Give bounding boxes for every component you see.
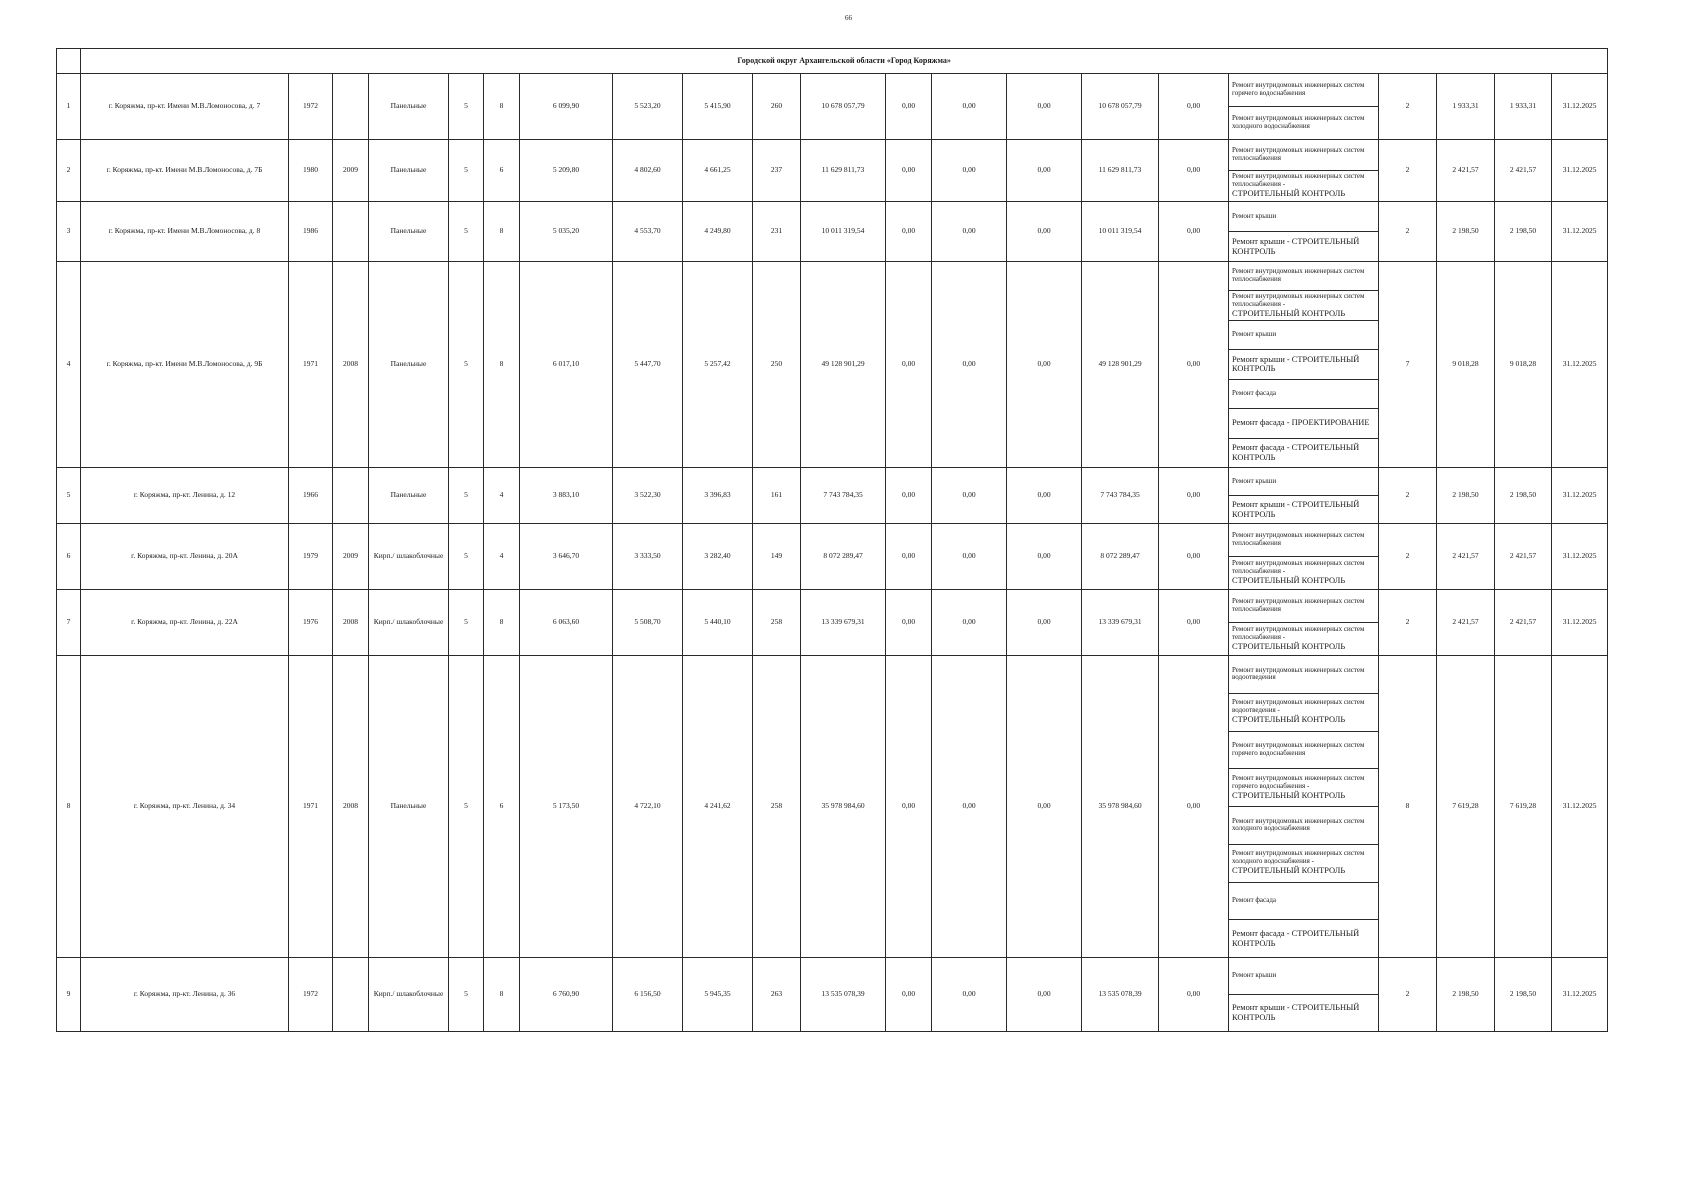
floors: 5 xyxy=(449,656,484,958)
table-row xyxy=(57,202,1608,262)
work-item-text: Ремонт крыши xyxy=(1232,476,1277,485)
work-item xyxy=(1229,590,1378,623)
total-area: 5 209,80 xyxy=(520,140,613,202)
total-area: 6 760,90 xyxy=(520,958,613,1032)
year-built: 1972 xyxy=(289,74,333,140)
row-number: 3 xyxy=(57,202,81,262)
total-cost: 13 339 679,31 xyxy=(801,590,886,656)
year-overhaul xyxy=(333,958,369,1032)
fund-owners: 7 743 784,35 xyxy=(1082,468,1159,524)
residents: 149 xyxy=(753,524,801,590)
fund-other: 0,00 xyxy=(1159,524,1229,590)
entrances: 8 xyxy=(484,202,520,262)
fund-local: 0,00 xyxy=(1007,958,1082,1032)
work-item xyxy=(1229,807,1378,845)
owned-area: 5 945,35 xyxy=(683,958,753,1032)
fund-owners: 13 535 078,39 xyxy=(1082,958,1159,1032)
work-item-control-text: Ремонт фасада - ПРОЕКТИРОВАНИЕ xyxy=(1232,418,1370,428)
residents: 260 xyxy=(753,74,801,140)
fund-other: 0,00 xyxy=(1159,202,1229,262)
fund-regional: 0,00 xyxy=(932,468,1007,524)
works-count: 2 xyxy=(1379,74,1437,140)
table-row xyxy=(57,262,1608,468)
address: г. Коряжма, пр-кт. Имени М.В.Ломоносова, д. 7Б xyxy=(81,140,289,202)
residential-area: 5 523,20 xyxy=(613,74,683,140)
work-item-control-text: СТРОИТЕЛЬНЫЙ КОНТРОЛЬ xyxy=(1232,790,1346,800)
works-list xyxy=(1229,202,1379,262)
year-built: 1976 xyxy=(289,590,333,656)
fund-regional: 0,00 xyxy=(932,74,1007,140)
fund-regional: 0,00 xyxy=(932,262,1007,468)
deadline: 31.12.2025 xyxy=(1552,262,1608,468)
table-row xyxy=(57,140,1608,202)
row-number: 2 xyxy=(57,140,81,202)
floors: 5 xyxy=(449,140,484,202)
total-cost: 8 072 289,47 xyxy=(801,524,886,590)
fund-regional: 0,00 xyxy=(932,524,1007,590)
table-row xyxy=(57,74,1608,140)
cost-per-m2: 2 198,50 xyxy=(1437,202,1495,262)
year-built: 1966 xyxy=(289,468,333,524)
capital-repair-table xyxy=(56,48,1608,1032)
year-built: 1972 xyxy=(289,958,333,1032)
work-item xyxy=(1229,321,1378,350)
works-list xyxy=(1229,524,1379,590)
owned-area: 5 415,90 xyxy=(683,74,753,140)
fund-other: 0,00 xyxy=(1159,590,1229,656)
residential-area: 3 522,30 xyxy=(613,468,683,524)
work-item-text: Ремонт крыши xyxy=(1232,211,1277,220)
fund-federal: 0,00 xyxy=(886,656,932,958)
work-item-control-text: Ремонт фасада - СТРОИТЕЛЬНЫЙ КОНТРОЛЬ xyxy=(1232,442,1360,462)
total-area: 5 173,50 xyxy=(520,656,613,958)
residents: 161 xyxy=(753,468,801,524)
total-cost: 10 011 319,54 xyxy=(801,202,886,262)
entrances: 6 xyxy=(484,140,520,202)
work-item-text: Ремонт внутридомовых инженерных систем холодного водоснабжения xyxy=(1232,114,1365,130)
work-item-text: Ремонт внутридомовых инженерных систем горячего водоснабжения xyxy=(1232,81,1365,97)
max-cost-per-m2: 2 421,57 xyxy=(1495,524,1552,590)
max-cost-per-m2: 9 018,28 xyxy=(1495,262,1552,468)
works-list xyxy=(1229,468,1379,524)
residential-area: 3 333,50 xyxy=(613,524,683,590)
fund-owners: 49 128 901,29 xyxy=(1082,262,1159,468)
fund-regional: 0,00 xyxy=(932,590,1007,656)
owned-area: 5 257,42 xyxy=(683,262,753,468)
fund-other: 0,00 xyxy=(1159,262,1229,468)
work-item-text: Ремонт внутридомовых инженерных систем горячего водоснабжения xyxy=(1232,741,1365,757)
year-built: 1980 xyxy=(289,140,333,202)
work-item xyxy=(1229,883,1378,921)
work-item xyxy=(1229,439,1378,467)
wall-material: Кирп./ шлакоблочные xyxy=(369,524,449,590)
works-list xyxy=(1229,74,1379,140)
work-item-text: Ремонт внутридомовых инженерных систем водоотведения - xyxy=(1232,698,1365,715)
cost-per-m2: 2 198,50 xyxy=(1437,958,1495,1032)
work-item xyxy=(1229,232,1378,261)
residents: 258 xyxy=(753,656,801,958)
owned-area: 3 282,40 xyxy=(683,524,753,590)
works-count: 8 xyxy=(1379,656,1437,958)
work-item-control-text: СТРОИТЕЛЬНЫЙ КОНТРОЛЬ xyxy=(1232,575,1346,585)
fund-local: 0,00 xyxy=(1007,262,1082,468)
cost-per-m2: 9 018,28 xyxy=(1437,262,1495,468)
work-item xyxy=(1229,845,1378,883)
total-cost: 49 128 901,29 xyxy=(801,262,886,468)
owned-area: 4 241,62 xyxy=(683,656,753,958)
fund-federal: 0,00 xyxy=(886,262,932,468)
floors: 5 xyxy=(449,202,484,262)
fund-local: 0,00 xyxy=(1007,524,1082,590)
wall-material: Панельные xyxy=(369,202,449,262)
deadline: 31.12.2025 xyxy=(1552,140,1608,202)
fund-local: 0,00 xyxy=(1007,468,1082,524)
floors: 5 xyxy=(449,958,484,1032)
page-number: 66 xyxy=(845,14,852,22)
fund-federal: 0,00 xyxy=(886,74,932,140)
works-list xyxy=(1229,656,1379,958)
fund-other: 0,00 xyxy=(1159,468,1229,524)
address: г. Коряжма, пр-кт. Имени М.В.Ломоносова, д. 8 xyxy=(81,202,289,262)
wall-material: Панельные xyxy=(369,656,449,958)
fund-federal: 0,00 xyxy=(886,590,932,656)
work-item-control-text: Ремонт крыши - СТРОИТЕЛЬНЫЙ КОНТРОЛЬ xyxy=(1232,1003,1360,1022)
address: г. Коряжма, пр-кт. Ленина, д. 36 xyxy=(81,958,289,1032)
work-item xyxy=(1229,291,1378,320)
wall-material: Кирп./ шлакоблочные xyxy=(369,958,449,1032)
works-list xyxy=(1229,958,1379,1032)
fund-local: 0,00 xyxy=(1007,590,1082,656)
fund-owners: 35 978 984,60 xyxy=(1082,656,1159,958)
works-count: 2 xyxy=(1379,468,1437,524)
residents: 237 xyxy=(753,140,801,202)
work-item xyxy=(1229,171,1378,201)
section-title: Городской округ Архангельской области «Город Коряжма» xyxy=(81,49,1608,74)
total-cost: 7 743 784,35 xyxy=(801,468,886,524)
works-count: 2 xyxy=(1379,958,1437,1032)
wall-material: Кирп./ шлакоблочные xyxy=(369,590,449,656)
work-item xyxy=(1229,656,1378,694)
work-item xyxy=(1229,694,1378,732)
work-item-text: Ремонт крыши xyxy=(1232,971,1277,980)
owned-area: 5 440,10 xyxy=(683,590,753,656)
year-overhaul xyxy=(333,74,369,140)
cost-per-m2: 2 421,57 xyxy=(1437,140,1495,202)
row-number: 5 xyxy=(57,468,81,524)
total-area: 5 035,20 xyxy=(520,202,613,262)
total-area: 6 063,60 xyxy=(520,590,613,656)
address: г. Коряжма, пр-кт. Имени М.В.Ломоносова, д. 7 xyxy=(81,74,289,140)
work-item xyxy=(1229,623,1378,655)
floors: 5 xyxy=(449,468,484,524)
fund-federal: 0,00 xyxy=(886,524,932,590)
address: г. Коряжма, пр-кт. Ленина, д. 34 xyxy=(81,656,289,958)
residents: 231 xyxy=(753,202,801,262)
work-item-text: Ремонт внутридомовых инженерных систем теплоснабжения xyxy=(1232,531,1365,547)
max-cost-per-m2: 7 619,28 xyxy=(1495,656,1552,958)
work-item-control-text: СТРОИТЕЛЬНЫЙ КОНТРОЛЬ xyxy=(1232,715,1346,725)
work-item-control-text: Ремонт крыши - СТРОИТЕЛЬНЫЙ КОНТРОЛЬ xyxy=(1232,236,1360,256)
fund-other: 0,00 xyxy=(1159,656,1229,958)
work-item-text: Ремонт внутридомовых инженерных систем теплоснабжения - xyxy=(1232,291,1365,308)
year-built: 1971 xyxy=(289,656,333,958)
work-item-text: Ремонт внутридомовых инженерных систем теплоснабжения xyxy=(1232,267,1365,284)
work-item xyxy=(1229,769,1378,807)
works-count: 2 xyxy=(1379,202,1437,262)
entrances: 6 xyxy=(484,656,520,958)
work-item xyxy=(1229,107,1378,139)
work-item-text: Ремонт внутридомовых инженерных систем холодного водоснабжения xyxy=(1232,816,1365,833)
total-cost: 10 678 057,79 xyxy=(801,74,886,140)
total-cost: 11 629 811,73 xyxy=(801,140,886,202)
work-item-control-text: СТРОИТЕЛЬНЫЙ КОНТРОЛЬ xyxy=(1232,641,1346,651)
year-built: 1979 xyxy=(289,524,333,590)
wall-material: Панельные xyxy=(369,74,449,140)
deadline: 31.12.2025 xyxy=(1552,958,1608,1032)
fund-owners: 11 629 811,73 xyxy=(1082,140,1159,202)
work-item-control-text: Ремонт крыши - СТРОИТЕЛЬНЫЙ КОНТРОЛЬ xyxy=(1232,499,1360,519)
row-number: 1 xyxy=(57,74,81,140)
section-title-row xyxy=(57,49,1608,74)
fund-local: 0,00 xyxy=(1007,656,1082,958)
residential-area: 4 553,70 xyxy=(613,202,683,262)
work-item xyxy=(1229,468,1378,496)
fund-federal: 0,00 xyxy=(886,958,932,1032)
fund-owners: 8 072 289,47 xyxy=(1082,524,1159,590)
fund-owners: 13 339 679,31 xyxy=(1082,590,1159,656)
deadline: 31.12.2025 xyxy=(1552,656,1608,958)
fund-regional: 0,00 xyxy=(932,202,1007,262)
table-row xyxy=(57,958,1608,1032)
table-row xyxy=(57,656,1608,958)
floors: 5 xyxy=(449,262,484,468)
work-item-text: Ремонт внутридомовых инженерных систем теплоснабжения - xyxy=(1232,172,1365,189)
work-item-text: Ремонт внутридомовых инженерных систем теплоснабжения - xyxy=(1232,625,1365,642)
work-item-text: Ремонт внутридомовых инженерных систем теплоснабжения xyxy=(1232,597,1365,613)
address: г. Коряжма, пр-кт. Ленина, д. 22А xyxy=(81,590,289,656)
fund-federal: 0,00 xyxy=(886,140,932,202)
owned-area: 3 396,83 xyxy=(683,468,753,524)
total-area: 6 017,10 xyxy=(520,262,613,468)
cost-per-m2: 2 421,57 xyxy=(1437,524,1495,590)
table-row xyxy=(57,590,1608,656)
cost-per-m2: 1 933,31 xyxy=(1437,74,1495,140)
works-count: 2 xyxy=(1379,140,1437,202)
work-item xyxy=(1229,262,1378,291)
work-item xyxy=(1229,920,1378,957)
work-item xyxy=(1229,202,1378,232)
total-cost: 35 978 984,60 xyxy=(801,656,886,958)
row-number: 4 xyxy=(57,262,81,468)
year-overhaul: 2008 xyxy=(333,262,369,468)
fund-regional: 0,00 xyxy=(932,140,1007,202)
works-count: 7 xyxy=(1379,262,1437,468)
work-item-text: Ремонт внутридомовых инженерных систем теплоснабжения xyxy=(1232,146,1365,162)
max-cost-per-m2: 2 198,50 xyxy=(1495,468,1552,524)
year-built: 1971 xyxy=(289,262,333,468)
work-item-text: Ремонт внутридомовых инженерных систем водоотведения xyxy=(1232,665,1365,682)
deadline: 31.12.2025 xyxy=(1552,468,1608,524)
work-item-control-text: Ремонт фасада - СТРОИТЕЛЬНЫЙ КОНТРОЛЬ xyxy=(1232,928,1360,948)
fund-federal: 0,00 xyxy=(886,202,932,262)
works-list xyxy=(1229,590,1379,656)
fund-owners: 10 678 057,79 xyxy=(1082,74,1159,140)
work-item-text: Ремонт внутридомовых инженерных систем горячего водоснабжения - xyxy=(1232,773,1365,790)
work-item-text: Ремонт внутридомовых инженерных систем холодного водоснабжения - xyxy=(1232,849,1365,866)
work-item-control-text: СТРОИТЕЛЬНЫЙ КОНТРОЛЬ xyxy=(1232,188,1346,198)
fund-other: 0,00 xyxy=(1159,958,1229,1032)
residential-area: 6 156,50 xyxy=(613,958,683,1032)
works-count: 2 xyxy=(1379,590,1437,656)
work-item xyxy=(1229,496,1378,523)
residents: 250 xyxy=(753,262,801,468)
residents: 258 xyxy=(753,590,801,656)
row-number: 7 xyxy=(57,590,81,656)
residential-area: 4 722,10 xyxy=(613,656,683,958)
work-item-control-text: СТРОИТЕЛЬНЫЙ КОНТРОЛЬ xyxy=(1232,308,1346,318)
table-row xyxy=(57,468,1608,524)
fund-local: 0,00 xyxy=(1007,140,1082,202)
deadline: 31.12.2025 xyxy=(1552,74,1608,140)
deadline: 31.12.2025 xyxy=(1552,590,1608,656)
residential-area: 5 508,70 xyxy=(613,590,683,656)
total-area: 3 646,70 xyxy=(520,524,613,590)
fund-other: 0,00 xyxy=(1159,74,1229,140)
work-item xyxy=(1229,140,1378,171)
work-item-text: Ремонт внутридомовых инженерных систем теплоснабжения - xyxy=(1232,559,1365,576)
entrances: 8 xyxy=(484,590,520,656)
work-item-text: Ремонт фасада xyxy=(1232,895,1277,904)
address: г. Коряжма, пр-кт. Имени М.В.Ломоносова, д. 9Б xyxy=(81,262,289,468)
address: г. Коряжма, пр-кт. Ленина, д. 20А xyxy=(81,524,289,590)
entrances: 4 xyxy=(484,468,520,524)
max-cost-per-m2: 2 198,50 xyxy=(1495,202,1552,262)
works-list xyxy=(1229,140,1379,202)
fund-local: 0,00 xyxy=(1007,202,1082,262)
works-count: 2 xyxy=(1379,524,1437,590)
work-item xyxy=(1229,958,1378,995)
owned-area: 4 661,25 xyxy=(683,140,753,202)
work-item xyxy=(1229,995,1378,1031)
address: г. Коряжма, пр-кт. Ленина, д. 12 xyxy=(81,468,289,524)
year-overhaul xyxy=(333,468,369,524)
wall-material: Панельные xyxy=(369,140,449,202)
work-item xyxy=(1229,524,1378,557)
fund-regional: 0,00 xyxy=(932,656,1007,958)
floors: 5 xyxy=(449,524,484,590)
wall-material: Панельные xyxy=(369,262,449,468)
entrances: 8 xyxy=(484,262,520,468)
work-item xyxy=(1229,557,1378,589)
entrances: 8 xyxy=(484,958,520,1032)
work-item xyxy=(1229,732,1378,770)
max-cost-per-m2: 1 933,31 xyxy=(1495,74,1552,140)
floors: 5 xyxy=(449,74,484,140)
deadline: 31.12.2025 xyxy=(1552,202,1608,262)
year-overhaul xyxy=(333,202,369,262)
floors: 5 xyxy=(449,590,484,656)
entrances: 8 xyxy=(484,74,520,140)
row-number: 6 xyxy=(57,524,81,590)
year-built: 1986 xyxy=(289,202,333,262)
residents: 263 xyxy=(753,958,801,1032)
work-item-control-text: Ремонт крыши - СТРОИТЕЛЬНЫЙ КОНТРОЛЬ xyxy=(1232,354,1360,374)
work-item xyxy=(1229,409,1378,438)
max-cost-per-m2: 2 198,50 xyxy=(1495,958,1552,1032)
wall-material: Панельные xyxy=(369,468,449,524)
work-item xyxy=(1229,350,1378,379)
row-number: 9 xyxy=(57,958,81,1032)
total-cost: 13 535 078,39 xyxy=(801,958,886,1032)
total-area: 6 099,90 xyxy=(520,74,613,140)
cost-per-m2: 2 421,57 xyxy=(1437,590,1495,656)
fund-local: 0,00 xyxy=(1007,74,1082,140)
cost-per-m2: 7 619,28 xyxy=(1437,656,1495,958)
total-area: 3 883,10 xyxy=(520,468,613,524)
work-item xyxy=(1229,74,1378,107)
residential-area: 5 447,70 xyxy=(613,262,683,468)
owned-area: 4 249,80 xyxy=(683,202,753,262)
max-cost-per-m2: 2 421,57 xyxy=(1495,590,1552,656)
work-item-text: Ремонт крыши xyxy=(1232,330,1277,339)
works-list xyxy=(1229,262,1379,468)
residential-area: 4 802,60 xyxy=(613,140,683,202)
fund-other: 0,00 xyxy=(1159,140,1229,202)
entrances: 4 xyxy=(484,524,520,590)
work-item-control-text: СТРОИТЕЛЬНЫЙ КОНТРОЛЬ xyxy=(1232,866,1346,876)
year-overhaul: 2009 xyxy=(333,140,369,202)
work-item xyxy=(1229,380,1378,409)
year-overhaul: 2009 xyxy=(333,524,369,590)
cost-per-m2: 2 198,50 xyxy=(1437,468,1495,524)
table-row xyxy=(57,524,1608,590)
year-overhaul: 2008 xyxy=(333,590,369,656)
fund-federal: 0,00 xyxy=(886,468,932,524)
fund-regional: 0,00 xyxy=(932,958,1007,1032)
work-item-text: Ремонт фасада xyxy=(1232,388,1277,397)
max-cost-per-m2: 2 421,57 xyxy=(1495,140,1552,202)
deadline: 31.12.2025 xyxy=(1552,524,1608,590)
fund-owners: 10 011 319,54 xyxy=(1082,202,1159,262)
row-number: 8 xyxy=(57,656,81,958)
year-overhaul: 2008 xyxy=(333,656,369,958)
